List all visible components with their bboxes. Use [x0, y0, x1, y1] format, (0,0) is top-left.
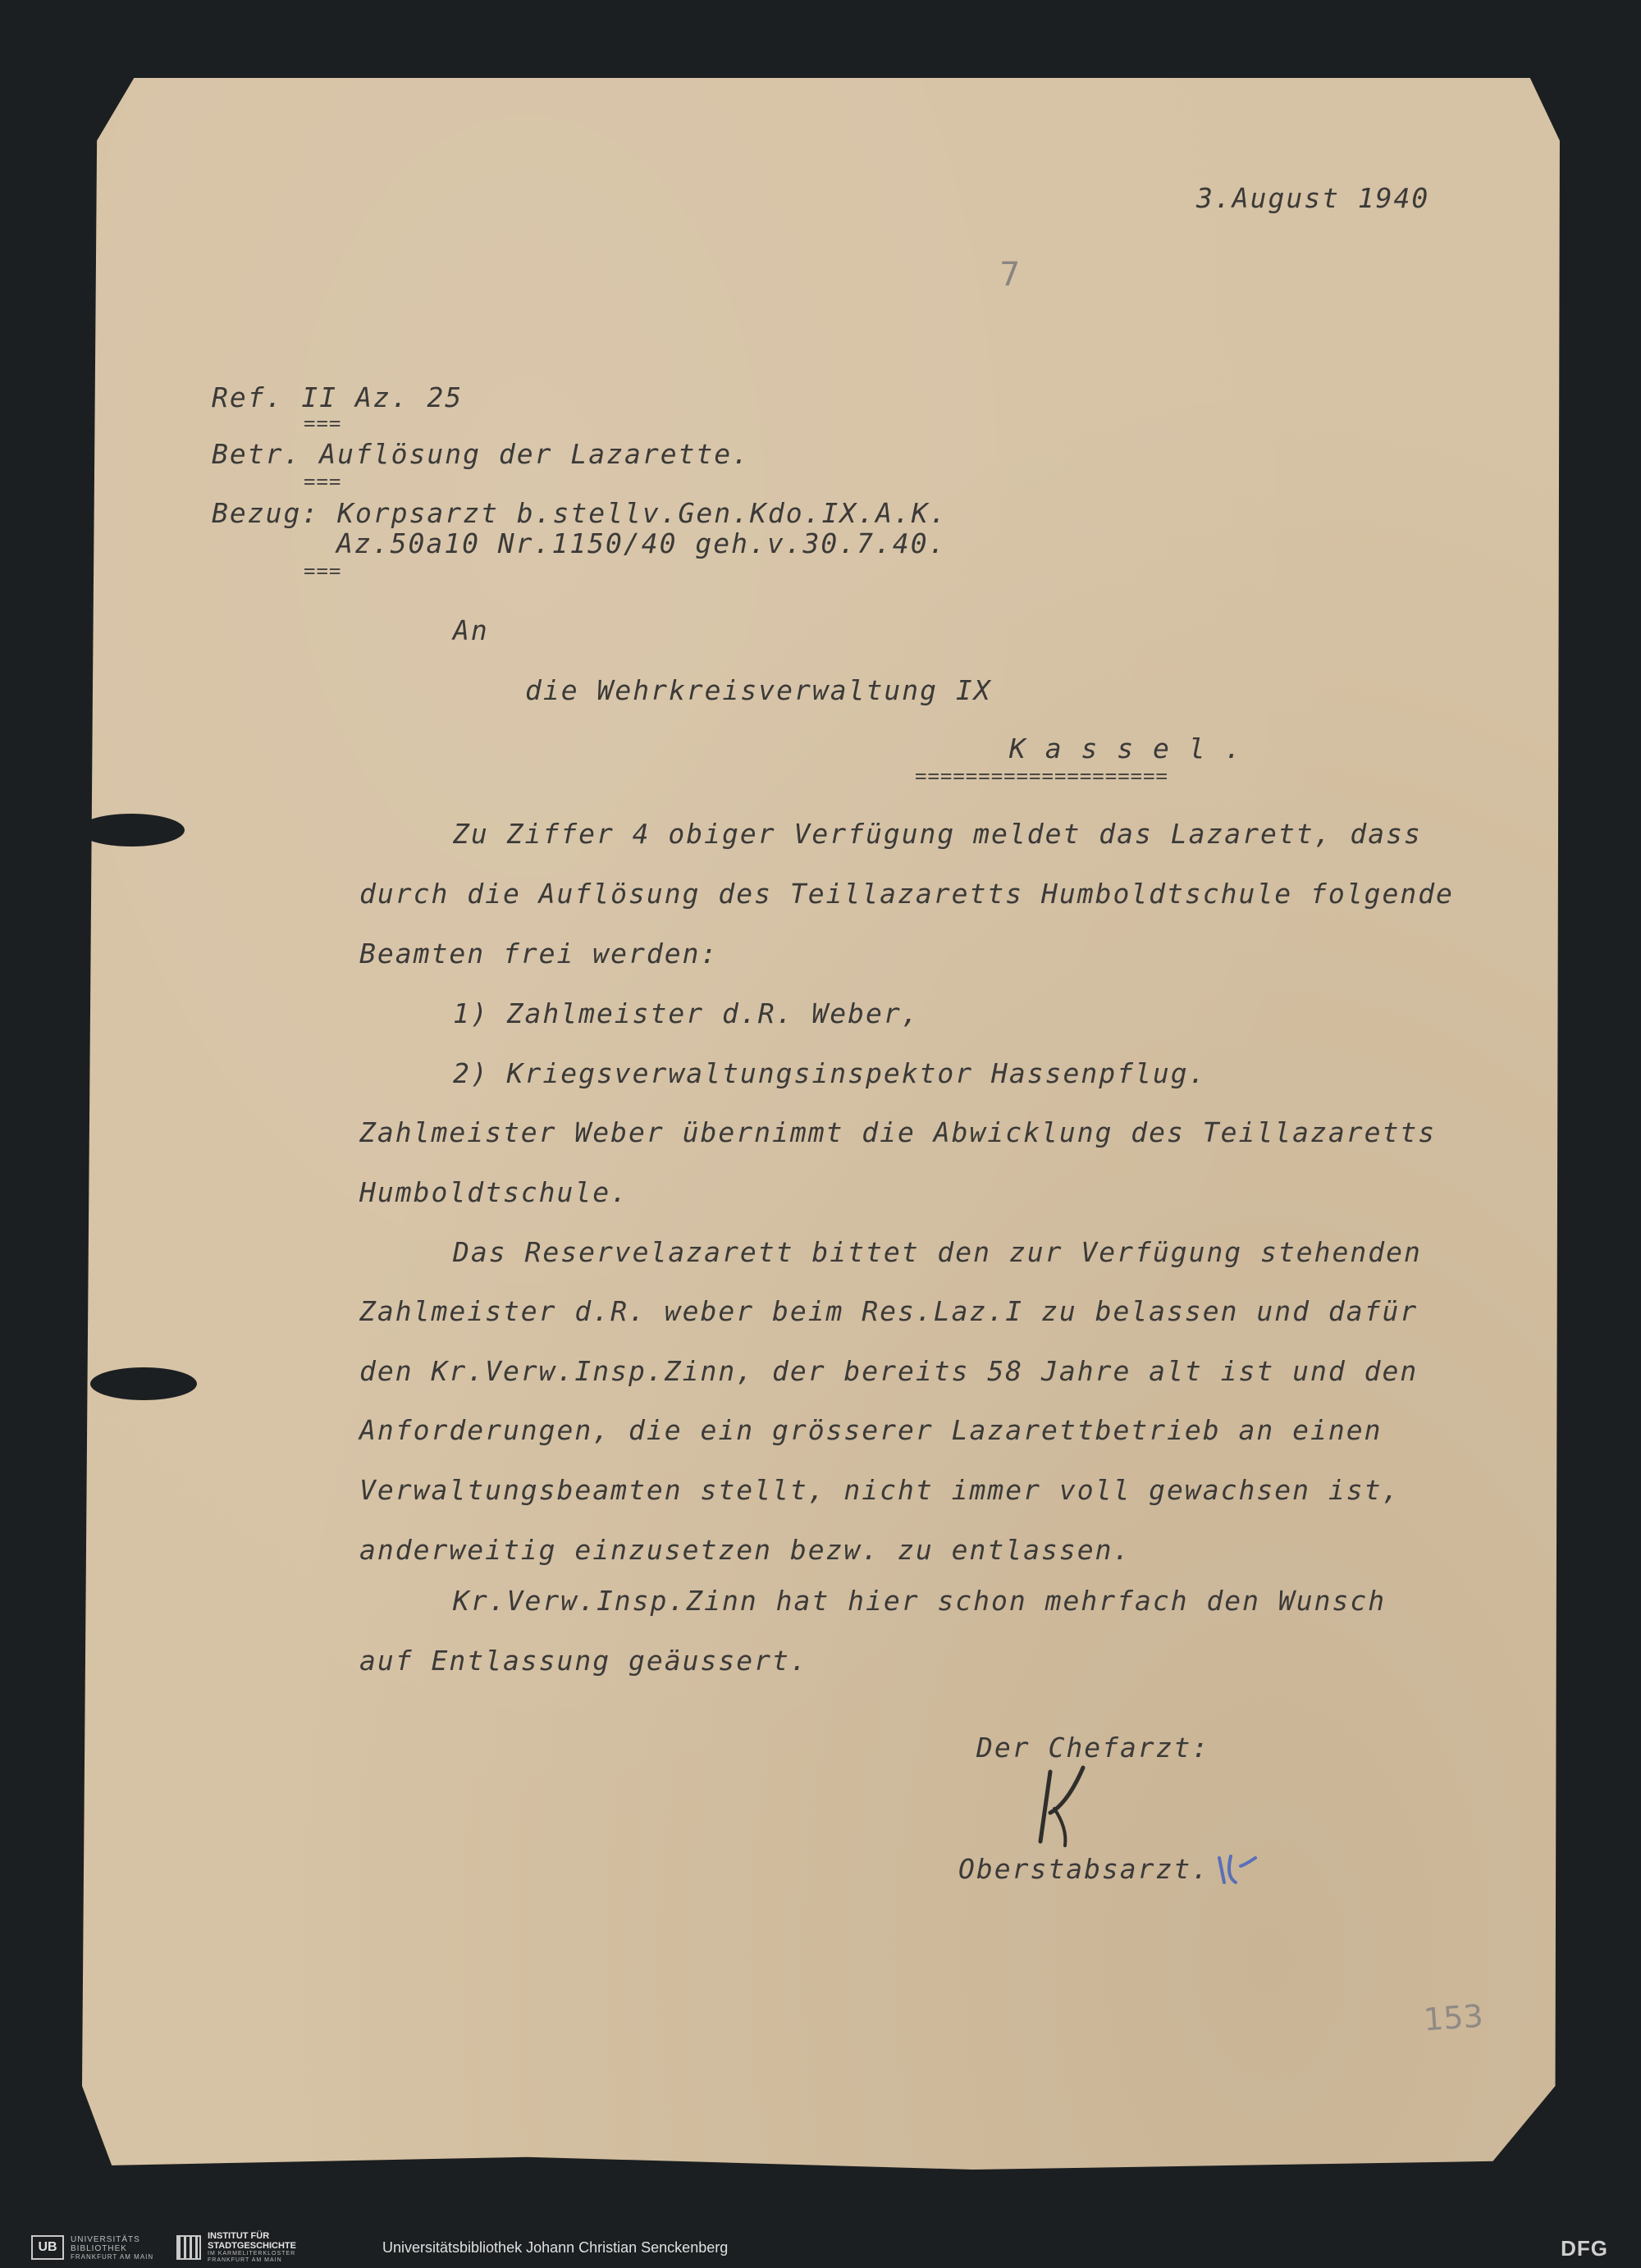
- reference-underline: ===: [304, 412, 342, 435]
- institute-text-line: IM KARMELITERKLOSTER: [208, 2251, 296, 2257]
- recipient-city: K a s s e l .: [1009, 732, 1243, 764]
- ub-logo: UB: [31, 2235, 64, 2260]
- body-line: Anforderungen, die ein grösserer Lazarettbetrieb an einen: [359, 1414, 1383, 1446]
- handwritten-signature: [1026, 1764, 1124, 1854]
- reference-basis-line-2: Az.50a10 Nr.1150/40 geh.v.30.7.40.: [336, 527, 947, 559]
- punch-hole-top: [78, 814, 185, 847]
- body-line: Zu Ziffer 4 obiger Verfügung meldet das Lazarett, dass: [453, 818, 1422, 850]
- body-line: Zahlmeister d.R. weber beim Res.Laz.I zu belassen und dafür: [359, 1295, 1419, 1327]
- body-list-item: 1) Zahlmeister d.R. Weber,: [453, 997, 920, 1029]
- blue-pencil-initial: [1213, 1850, 1262, 1891]
- pencil-mark: 7: [999, 256, 1021, 294]
- subject-line: Betr. Auflösung der Lazarette.: [212, 438, 751, 470]
- reference-line: Ref. II Az. 25: [212, 381, 464, 413]
- body-line: anderweitig einzusetzen bezw. zu entlassen.: [359, 1534, 1131, 1566]
- signature-rank: Oberstabsarzt.: [958, 1853, 1210, 1885]
- recipient-to: An: [453, 614, 489, 646]
- body-line: Humboldtschule.: [359, 1176, 629, 1208]
- institute-text-line: STADTGESCHICHTE: [208, 2241, 296, 2251]
- institute-logo-text: [208, 2231, 296, 2264]
- ub-text-line: FRANKFURT AM MAIN: [71, 2252, 154, 2261]
- subject-underline: ===: [304, 470, 342, 493]
- reference-basis-underline: ===: [304, 559, 342, 582]
- body-line: auf Entlassung geäussert.: [359, 1645, 808, 1677]
- footer-bar: [0, 2227, 1641, 2268]
- body-list-item: 2) Kriegsverwaltungsinspektor Hassenpflug.: [453, 1057, 1207, 1089]
- ub-text-line: UNIVERSITÄTS: [71, 2234, 140, 2244]
- recipient-name: die Wehrkreisverwaltung IX: [525, 674, 992, 706]
- dfg-logo: DFG: [1561, 2236, 1608, 2261]
- archive-page-number: 153: [1422, 1997, 1484, 2038]
- body-line: Beamten frei werden:: [359, 938, 719, 970]
- ub-logo-group: [31, 2234, 153, 2261]
- body-line: den Kr.Verw.Insp.Zinn, der bereits 58 Jahre alt ist und den: [359, 1355, 1419, 1387]
- reference-basis-line-1: Bezug: Korpsarzt b.stellv.Gen.Kdo.IX.A.K.: [212, 497, 948, 529]
- library-caption: Universitätsbibliothek Johann Christian Senckenberg: [382, 2239, 729, 2256]
- punch-hole-bottom: [90, 1367, 197, 1400]
- institute-text-line: INSTITUT FÜR: [208, 2231, 270, 2241]
- institute-text-line: FRANKFURT AM MAIN: [208, 2257, 282, 2263]
- body-line: Das Reservelazarett bittet den zur Verfügung stehenden: [453, 1236, 1422, 1268]
- institute-logo-group: [176, 2231, 296, 2263]
- body-line: Verwaltungsbeamten stellt, nicht immer voll gewachsen ist,: [359, 1474, 1401, 1506]
- ub-text-line: BIBLIOTHEK: [71, 2243, 127, 2253]
- institute-logo-icon: [176, 2235, 201, 2260]
- ub-logo-text: [71, 2235, 153, 2261]
- body-line: durch die Auflösung des Teillazaretts Humboldtschule folgende: [359, 878, 1454, 910]
- body-line: Kr.Verw.Insp.Zinn hat hier schon mehrfach den Wunsch: [453, 1585, 1387, 1617]
- letter-date: 3.August 1940: [1196, 182, 1430, 214]
- body-line: Zahlmeister Weber übernimmt die Abwicklung des Teillazaretts: [359, 1116, 1437, 1148]
- recipient-city-underline: ====================: [915, 764, 1168, 787]
- signature-title: Der Chefarzt:: [976, 1732, 1210, 1764]
